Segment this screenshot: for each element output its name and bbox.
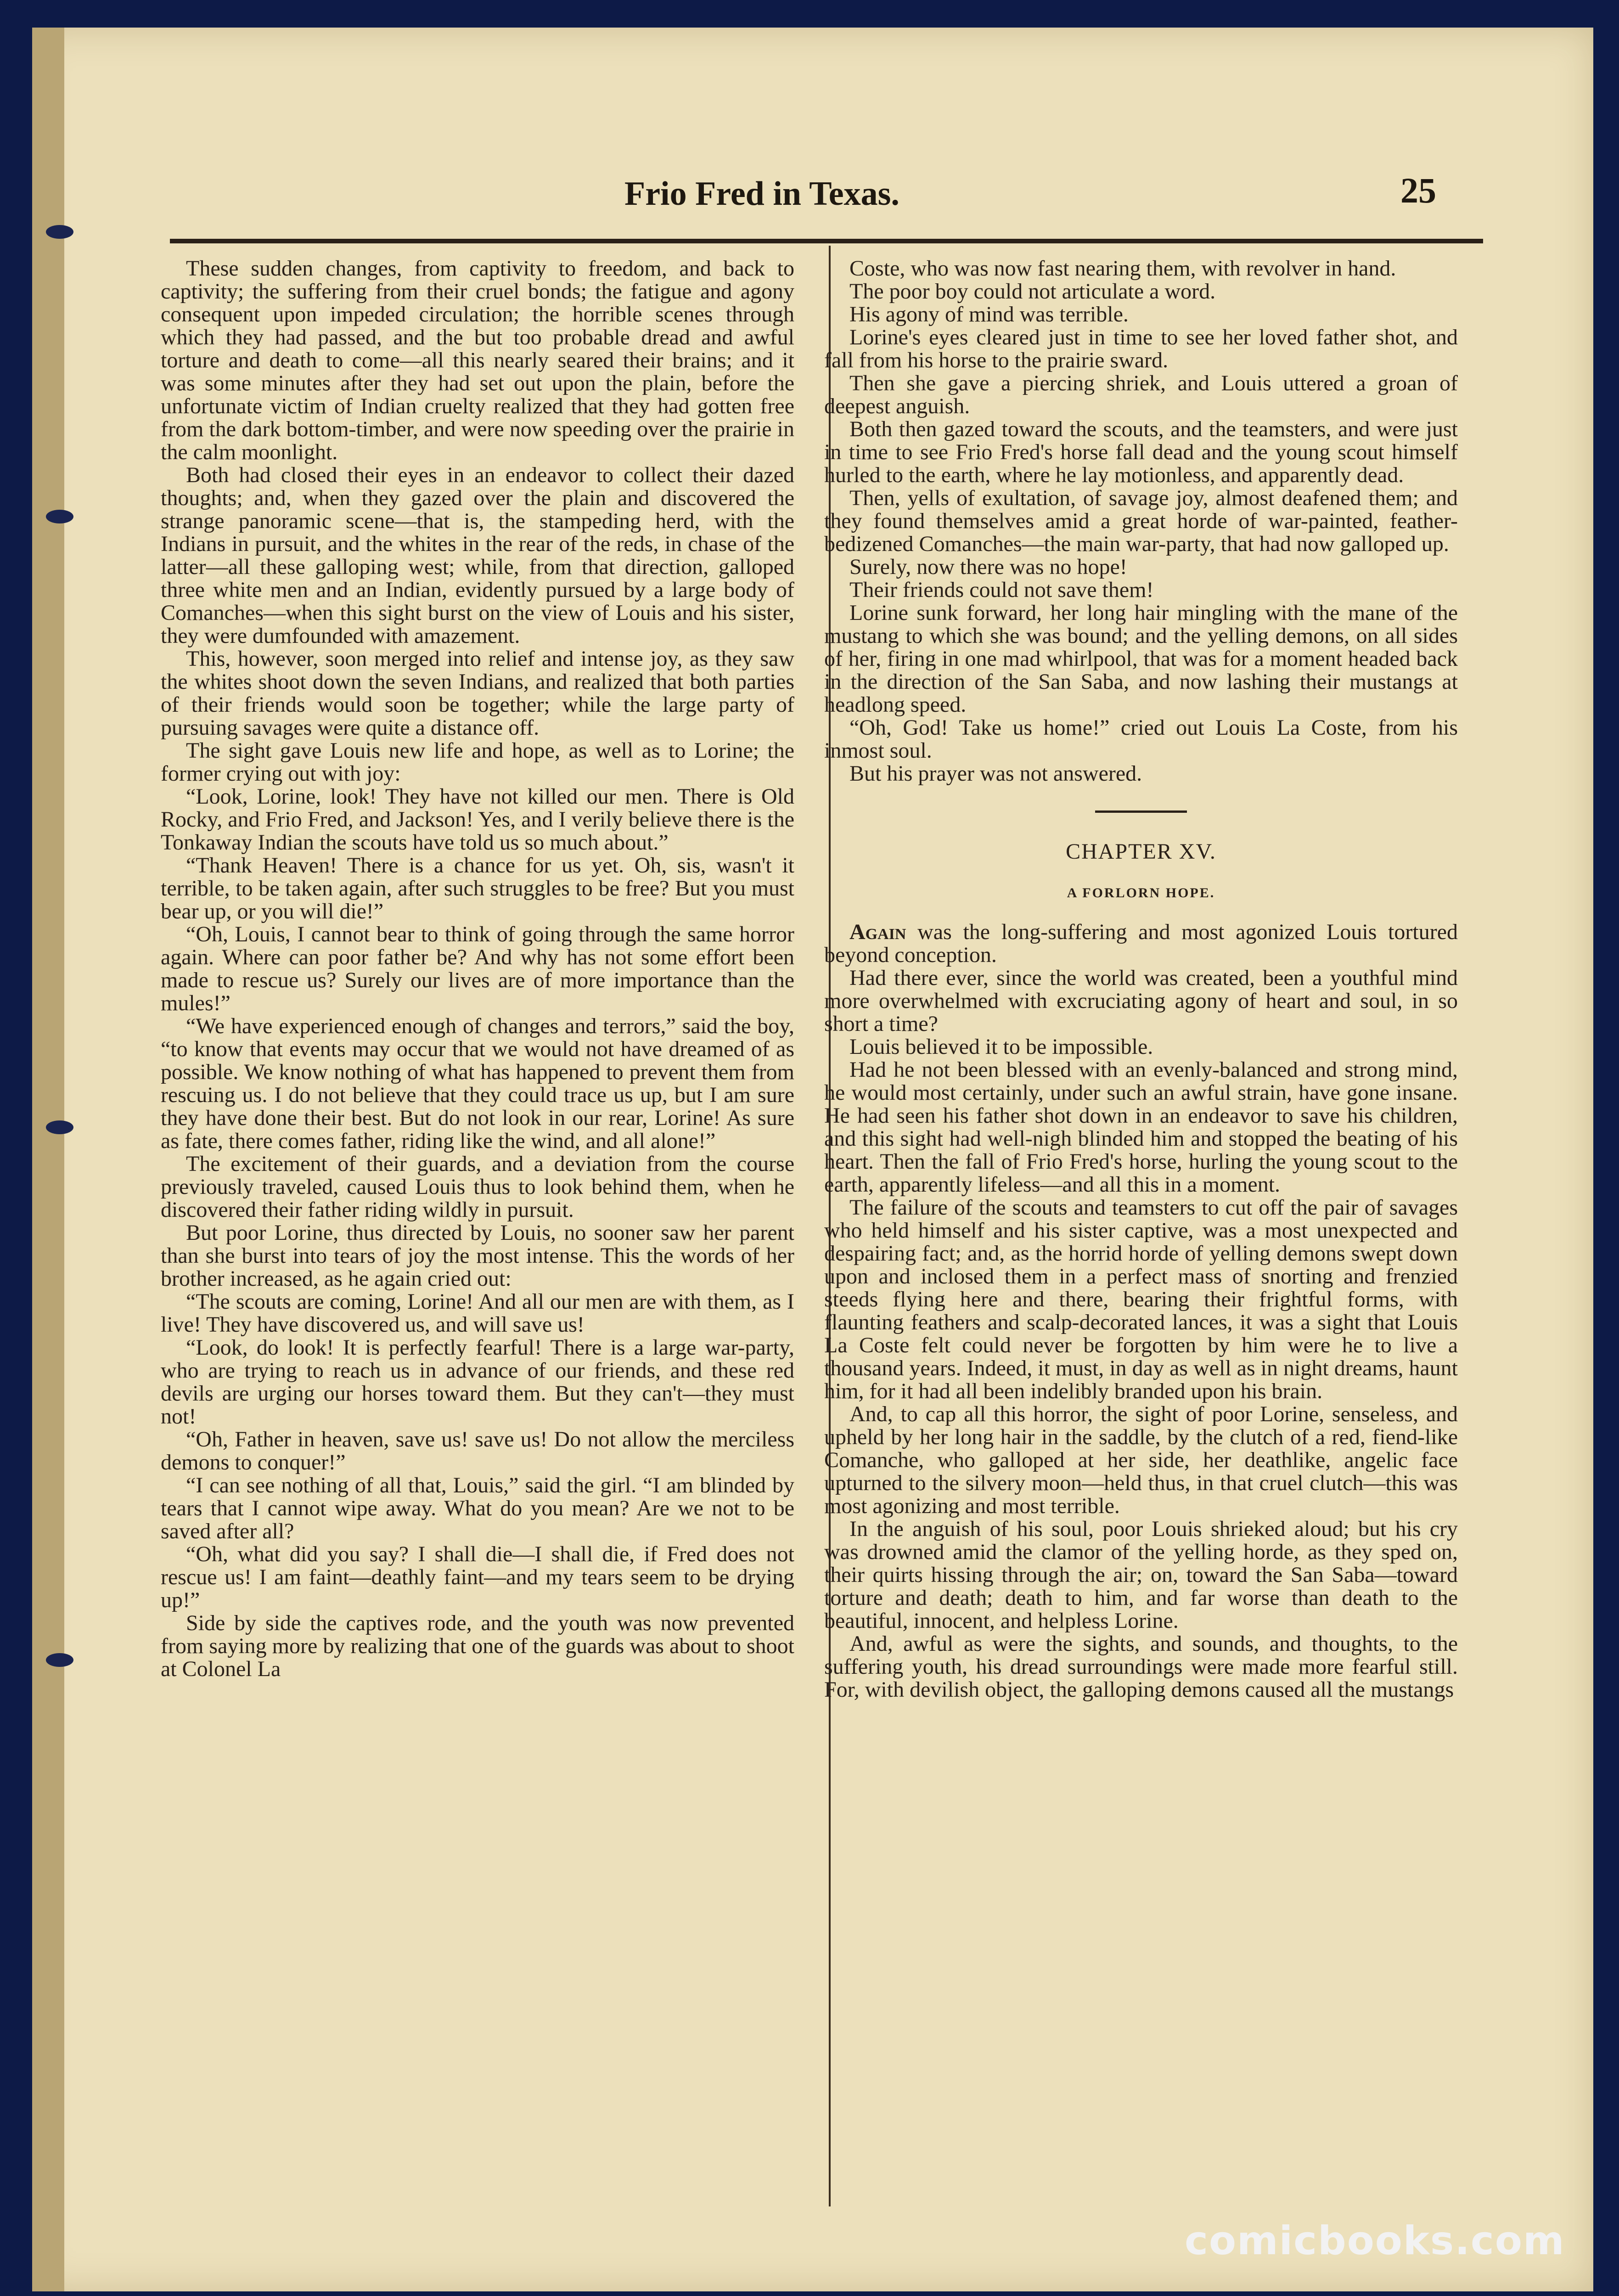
paragraph: Coste, who was now fast nearing them, with revolver in hand. xyxy=(849,256,1396,281)
paragraph: This, however, soon merged into relief and intense joy, as they saw the whites shoot down the seven Indians, and realized that both parties of their friends would soon be together; while the large party of pursuing savages were quite a distance off. xyxy=(161,647,794,740)
paragraph: “Look, do look! It is perfectly fearful! There is a large war-party, who are trying to reach us in advance of our friends, and these red devils are urging our horses toward them. But they can't—they must not! xyxy=(161,1335,794,1429)
paragraph: Side by side the captives rode, and the youth was now prevented from saying more by realizing that one of the guards was about to shoot at Colonel La xyxy=(161,1611,794,1681)
right-column-bottom-text xyxy=(824,967,1458,1701)
paragraph: The failure of the scouts and teamsters to cut off the pair of savages who held himself and his sister captive, was a most unexpected and despairing fact; and, as the horrid horde of yelling demons swept down upon and inclosed them in a perfect mass of snorting and frenzied steeds flying here and there, bearing their frightful forms, with flaunting feathers and scalp-decorated lances, it was a sight that Louis La Coste felt could never be forgotten by him were he to live a thousand years. Indeed, it must, in day as well as in night dreams, haunt him, for it had all been indelibly branded upon his brain. xyxy=(824,1195,1458,1403)
binding-stitch xyxy=(46,1653,73,1667)
right-column xyxy=(824,257,1458,1701)
running-title: Frio Fred in Texas. xyxy=(624,175,899,213)
page-binding-edge xyxy=(32,28,64,2291)
paragraph: The excitement of their guards, and a deviation from the course previously traveled, caused Louis thus to look behind them, when he discovered their father riding wildly in pursuit. xyxy=(161,1152,794,1222)
paragraph: Their friends could not save them! xyxy=(849,578,1154,602)
left-column xyxy=(161,257,794,1681)
lead-word: Again xyxy=(849,920,906,944)
paragraph: But his prayer was not answered. xyxy=(849,761,1142,786)
paragraph: “Oh, Louis, I cannot bear to think of going through the same horror again. Where can poor father be? And why has not some effort been made to rescue us? Surely our lives are of more importance than the mules!” xyxy=(161,922,794,1015)
paragraph: And, awful as were the sights, and sounds, and thoughts, to the suffering youth, his dread surroundings were made more fearful still. For, with devilish object, the galloping demons caused all the mustangs xyxy=(824,1632,1458,1702)
paragraph: “We have experienced enough of changes and terrors,” said the boy, “to know that events may occur that we would not have dreamed of as possible. We know nothing of what has happened to prevent them from rescuing us. I do not believe that they could trace us up, but I am sure they have done their best. But do not look in our rear, Lorine! As sure as fate, there comes father, riding like the wind, and all alone!” xyxy=(161,1014,794,1153)
paragraph: These sudden changes, from captivity to freedom, and back to captivity; the suffering from their cruel bonds; the fatigue and agony consequent upon impeded circulation; the horrible scenes through which they had passed, and the but too probable dread and awful torture and death to come—all this nearly seared their brains; and it was some minutes after they had set out upon the plain, before the unfortunate victim of Indian cruelty realized that they had gotten free from the dark bottom-timber, and were now speeding over the prairie in the calm moonlight. xyxy=(161,256,794,464)
book-page xyxy=(32,28,1593,2291)
paragraph: “Oh, God! Take us home!” cried out Louis La Coste, from his inmost soul. xyxy=(824,715,1458,763)
paragraph: The sight gave Louis new life and hope, as well as to Lorine; the former crying out with joy: xyxy=(161,738,794,786)
paragraph: Louis believed it to be impossible. xyxy=(849,1035,1153,1059)
paragraph: “Oh, Father in heaven, save us! save us! Do not allow the merciless demons to conquer!” xyxy=(161,1427,794,1474)
paragraph: And, to cap all this horror, the sight of poor Lorine, senseless, and upheld by her long hair in the saddle, by the clutch of a red, fiend-like Comanche, who galloped at her side, her deathlike, angelic face upturned to the silvery moon—held thus, in that cruel clutch—this was most agonizing and most terrible. xyxy=(824,1402,1458,1518)
paragraph: Then she gave a piercing shriek, and Louis uttered a groan of deepest anguish. xyxy=(824,371,1458,418)
paragraph: Had he not been blessed with an evenly-balanced and strong mind, he would most certainly, under such an awful strain, have gone insane. He had seen his father shot down in an endeavor to save his children, and this sight had well-nigh blinded him and stopped the beating of his heart. Then the fall of Frio Fred's horse, hurling the young scout to the earth, apparently lifeless—and all this in a moment. xyxy=(824,1058,1458,1197)
paragraph: “Look, Lorine, look! They have not killed our men. There is Old Rocky, and Frio Fred, and Jackson! Yes, and I verily believe there is the Tonkaway Indian the scouts have told us so much about.” xyxy=(161,784,794,855)
paragraph: Surely, now there was no hope! xyxy=(849,555,1127,579)
chapter-opening-paragraph xyxy=(824,921,1458,967)
paragraph: “Thank Heaven! There is a chance for us yet. Oh, sis, wasn't it terrible, to be taken again, after such struggles to be free? But you must bear up, or you will die!” xyxy=(161,853,794,923)
paragraph: Lorine sunk forward, her long hair mingling with the mane of the mustang to which she was bound; and the yelling demons, on all sides of her, firing in one mad whirlpool, that was for a moment headed back in the direction of the San Saba, and now lashing their mustangs at headlong speed. xyxy=(824,601,1458,717)
page-number: 25 xyxy=(1400,170,1436,210)
paragraph: Then, yells of exultation, of savage joy, almost deafened them; and they found themselves amid a great horde of war-painted, feather-bedizened Comanches—the main war-party, that had now galloped up. xyxy=(824,486,1458,556)
lead-rest: was the long-suffering and most agonized Louis tortured beyond conception. xyxy=(824,920,1458,967)
paragraph: Both then gazed toward the scouts, and the teamsters, and were just in time to see Frio Fred's horse fall dead and the young scout himself hurled to the earth, where he lay motionless, and apparently dead. xyxy=(824,417,1458,487)
paragraph: His agony of mind was terrible. xyxy=(849,302,1129,326)
paragraph: But poor Lorine, thus directed by Louis, no sooner saw her parent than she burst into tears of joy the most intense. This the words of her brother increased, as he again cried out: xyxy=(161,1221,794,1291)
paragraph: Lorine's eyes cleared just in time to see her loved father shot, and fall from his horse to the prairie sward. xyxy=(824,325,1458,372)
paragraph: Both had closed their eyes in an endeavor to collect their dazed thoughts; and, when they gazed over the plain and discovered the strange panoramic scene—that is, the stampeding herd, with the Indians in pursuit, and the whites in the rear of the reds, in chase of the latter—all these galloping west; while, from that direction, galloped three white men and an Indian, evidently pursued by a large body of Comanches—when this sight burst on the view of Louis and his sister, they were dumfounded with amazement. xyxy=(161,463,794,648)
right-column-top-text xyxy=(824,257,1458,785)
binding-stitch xyxy=(46,1120,73,1134)
paragraph: The poor boy could not articulate a word. xyxy=(849,279,1216,304)
paragraph: “The scouts are coming, Lorine! And all our men are with them, as I live! They have discovered us, and will save us! xyxy=(161,1289,794,1337)
paragraph: In the anguish of his soul, poor Louis shrieked aloud; but his cry was drowned amid the clamor of the yelling horde, as they sped on, their quirts hissing through the air; on, toward the San Saba—toward torture and death; death to him, and far worse than death to the beautiful, innocent, and helpless Lorine. xyxy=(824,1517,1458,1633)
running-header xyxy=(32,161,1593,234)
watermark-text: comicbooks.com xyxy=(1185,2218,1565,2264)
chapter-title: A FORLORN HOPE. xyxy=(1067,885,1215,900)
binding-stitch xyxy=(46,510,73,523)
header-rule xyxy=(170,239,1483,243)
paragraph: “I can see nothing of all that, Louis,” said the girl. “I am blinded by tears that I cannot wipe away. What do you mean? Are we not to be saved after all? xyxy=(161,1473,794,1543)
chapter-number: CHAPTER XV. xyxy=(1066,839,1216,864)
section-rule xyxy=(1095,810,1187,813)
paragraph: “Oh, what did you say? I shall die—I shall die, if Fred does not rescue us! I am faint—deathly faint—and my tears seem to be drying up!” xyxy=(161,1542,794,1612)
paragraph: Had there ever, since the world was created, been a youthful mind more overwhelmed with excruciating agony of heart and soul, in so short a time? xyxy=(824,966,1458,1036)
